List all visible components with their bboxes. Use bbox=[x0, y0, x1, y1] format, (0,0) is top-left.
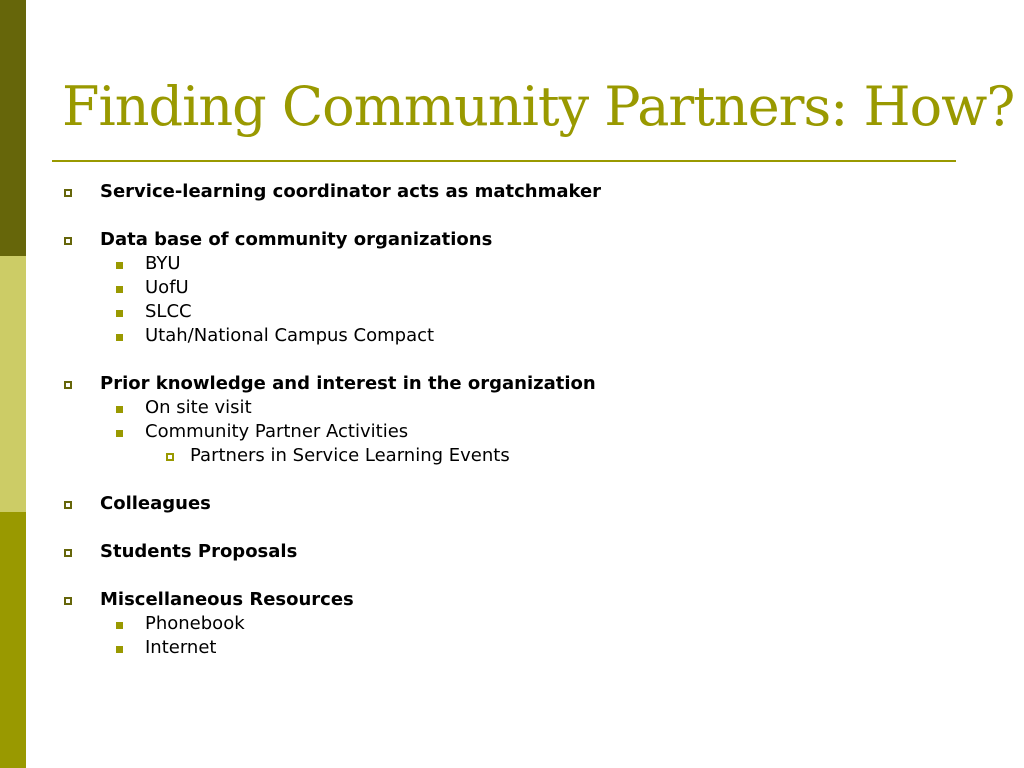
sub-list-item bbox=[0, 300, 1000, 324]
list-item bbox=[0, 540, 1000, 564]
bullet-list bbox=[0, 180, 1000, 660]
sub-list-item bbox=[0, 276, 1000, 300]
sub-list-item bbox=[0, 324, 1000, 348]
sub-list-item bbox=[0, 420, 1000, 444]
sub-list-item-text: On site visit bbox=[145, 397, 252, 418]
filled-square-bullet-icon bbox=[116, 262, 123, 269]
sub-list-item-text: UofU bbox=[145, 277, 189, 298]
list-item-text: Students Proposals bbox=[100, 541, 298, 562]
sub-list-item bbox=[0, 396, 1000, 420]
list-item-text: Data base of community organizations bbox=[100, 229, 493, 250]
list-item-text: Colleagues bbox=[100, 493, 211, 514]
filled-square-bullet-icon bbox=[116, 430, 123, 437]
list-item-text: Miscellaneous Resources bbox=[100, 589, 354, 610]
sub-list-item-text: Community Partner Activities bbox=[145, 421, 409, 442]
filled-square-bullet-icon bbox=[116, 406, 123, 413]
list-item bbox=[0, 372, 1000, 396]
sub-list-item-text: SLCC bbox=[145, 301, 192, 322]
sub-list-item-text: Phonebook bbox=[145, 613, 245, 634]
hollow-square-bullet-icon bbox=[64, 549, 72, 557]
list-item bbox=[0, 588, 1000, 612]
hollow-square-bullet-icon bbox=[64, 597, 72, 605]
sub-list-item-text: Utah/National Campus Compact bbox=[145, 325, 435, 346]
list-item bbox=[0, 180, 1000, 204]
filled-square-bullet-icon bbox=[116, 334, 123, 341]
filled-square-bullet-icon bbox=[116, 622, 123, 629]
sub-list-item bbox=[0, 612, 1000, 636]
list-item bbox=[0, 492, 1000, 516]
filled-square-bullet-icon bbox=[116, 286, 123, 293]
sub-list-item-text: Internet bbox=[145, 637, 217, 658]
filled-square-bullet-icon bbox=[116, 310, 123, 317]
hollow-square-bullet-icon bbox=[64, 189, 72, 197]
hollow-square-bullet-icon bbox=[64, 237, 72, 245]
sub-sub-list-item-text: Partners in Service Learning Events bbox=[190, 445, 510, 466]
list-item-text: Prior knowledge and interest in the organization bbox=[100, 373, 596, 394]
filled-square-bullet-icon bbox=[116, 646, 123, 653]
sub-sub-list-item bbox=[0, 444, 1000, 468]
sub-list-item bbox=[0, 252, 1000, 276]
sub-list-item-text: BYU bbox=[145, 253, 181, 274]
hollow-square-bullet-icon bbox=[166, 453, 174, 461]
sub-list-item bbox=[0, 636, 1000, 660]
title-underline bbox=[52, 160, 956, 162]
hollow-square-bullet-icon bbox=[64, 381, 72, 389]
slide-title: Finding Community Partners: How? bbox=[62, 75, 1015, 138]
hollow-square-bullet-icon bbox=[64, 501, 72, 509]
list-item bbox=[0, 228, 1000, 252]
list-item-text: Service-learning coordinator acts as matchmaker bbox=[100, 181, 602, 202]
